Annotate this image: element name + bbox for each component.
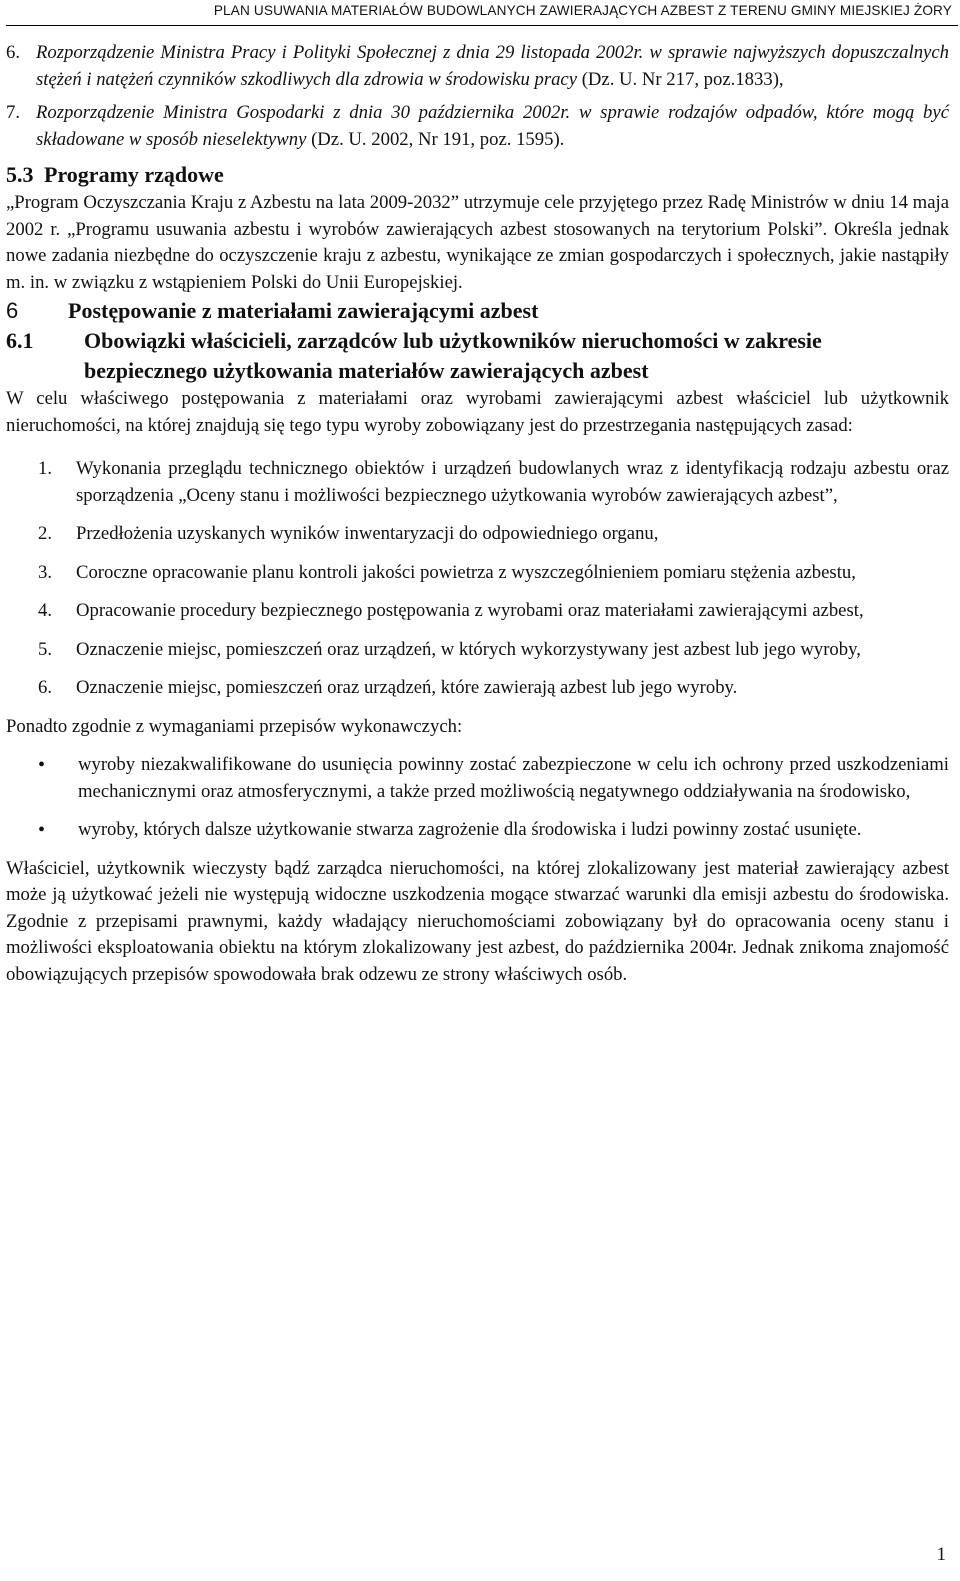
paragraph: W celu właściwego postępowania z materiałami oraz wyrobami zawierającymi azbest właściciel lub użytkownik nieruchomości, na której znajdują się tego typu wyroby zobowiązany jest do przestrzegania następujących zasad: <box>6 388 949 436</box>
section-heading-6-1 <box>6 326 949 386</box>
paragraph: Właściciel, użytkownik wieczysty bądź zarządca nieruchomości, na której zlokalizowany jest materiał zawierający azbest może ją użytkować jeżeli nie występują widoczne uszkodzenia mogące stwarzać warunki dla emisji azbestu do środowiska. Zgodnie z przepisami prawnymi, każdy władający nieruchomościami zobowiązany był do opracowania oceny stanu i możliwości eksploatowania obiektu na którym zlokalizowany jest azbest, do października 2004r. Jednak znikoma znajomość obowiązujących przepisów spowodowała brak odzewu ze strony właściwych osób. <box>6 857 949 985</box>
paragraph: „Program Oczyszczania Kraju z Azbestu na lata 2009-2032” utrzymuje cele przyjętego przez Radę Ministrów w dniu 14 maja 2002 r. „Programu usuwania azbestu i wyrobów zawierających azbest stosowanych na terytorium Polski”. Określa jednak nowe zadania niezbędne do oczyszczenie kraju z azbestu, wynikające ze zmian gospodarczych i społecznych, jakie nastąpiły m. in. w związku z wstąpieniem Polski do Unii Europejskiej. <box>6 192 949 293</box>
chapter-heading-6 <box>6 296 949 326</box>
list-item-number: 1. <box>38 458 53 479</box>
list-item-number: 5. <box>38 638 53 660</box>
list-item-number: 7. <box>6 102 21 123</box>
list-item-text: Opracowanie procedury bezpiecznego postępowania z wyrobami oraz materiałami zawierającymi azbest, <box>76 600 864 621</box>
list-item-number: 2. <box>38 523 53 544</box>
list-item-text: Przedłożenia uzyskanych wyników inwentaryzacji do odpowiedniego organu, <box>76 523 659 544</box>
bullet-text: wyroby, których dalsze użytkowanie stwarza zagrożenie dla środowiska i ludzi powinny zostać usunięte. <box>78 819 862 840</box>
list-item <box>38 598 949 625</box>
obligations-list <box>6 456 949 702</box>
list-item <box>38 456 949 509</box>
list-item-number: 4. <box>38 600 53 621</box>
bullet-item <box>38 752 949 805</box>
list-item <box>6 40 949 93</box>
regulation-citation: (Dz. U. 2002, Nr 191, poz. 1595). <box>306 128 565 150</box>
bullet-icon: • <box>38 754 46 776</box>
section-heading-5-3 <box>6 160 949 190</box>
list-item-number: 6. <box>38 677 53 698</box>
document-body <box>6 40 949 988</box>
list-item-text: Oznaczenie miejsc, pomieszczeń oraz urządzeń, w których wykorzystywany jest azbest lub jego wyroby, <box>76 638 861 660</box>
section-number: 5.3 <box>6 162 34 187</box>
regulation-title: Rozporządzenie Ministra Pracy i Polityki Społecznej z dnia 29 listopada 2002r. w sprawie najwyższych dopuszczalnych stężeń i natężeń czynników szkodliwych dla zdrowia w środowisku pracy <box>36 42 949 90</box>
paragraph: Ponadto zgodnie z wymaganiami przepisów wykonawczych: <box>6 715 463 737</box>
header-divider <box>6 25 958 26</box>
section-title: Obowiązki właścicieli, zarządców lub użytkowników nieruchomości w zakresie bezpiecznego użytkowania materiałów zawierających azbest <box>84 328 822 383</box>
bullet-item <box>38 817 949 844</box>
list-item-number: 3. <box>38 561 53 583</box>
section-number: 6.1 <box>6 328 34 353</box>
regulation-citation: (Dz. U. Nr 217, poz.1833), <box>577 68 784 90</box>
list-item-text: Wykonania przeglądu technicznego obiektów i urządzeń budowlanych wraz z identyfikacją rodzaju azbestu oraz sporządzenia „Oceny stanu i możliwości bezpiecznego użytkowania wyrobów zawierających azbest”, <box>76 458 949 506</box>
list-item <box>38 637 949 664</box>
list-item <box>6 100 949 153</box>
chapter-number: 6 <box>6 298 19 323</box>
bullet-list <box>6 752 949 844</box>
list-item <box>38 675 949 702</box>
bullet-text: wyroby niezakwalifikowane do usunięcia powinny zostać zabezpieczone w celu ich ochrony przed uszkodzeniami mechanicznymi oraz atmosferycznymi, a także przed możliwością negatywnego oddziaływania na środowisko, <box>78 754 949 802</box>
chapter-title: Postępowanie z materiałami zawierającymi azbest <box>68 298 539 323</box>
list-item-text: Oznaczenie miejsc, pomieszczeń oraz urządzeń, które zawierają azbest lub jego wyroby. <box>76 677 738 698</box>
list-item-number: 6. <box>6 42 21 63</box>
page-number: 1 <box>936 1544 946 1565</box>
regulation-title: Rozporządzenie Ministra Gospodarki z dnia 30 października 2002r. w sprawie rodzajów odpadów, które mogą być składowane w sposób nieselektywny <box>36 102 949 150</box>
bullet-icon: • <box>38 819 46 841</box>
reference-list <box>6 40 949 153</box>
list-item-text: Coroczne opracowanie planu kontroli jakości powietrza z wyszczególnieniem pomiaru stężenia azbestu, <box>76 561 856 583</box>
list-item <box>38 521 949 548</box>
page-header: PLAN USUWANIA MATERIAŁÓW BUDOWLANYCH ZAWIERAJĄCYCH AZBEST Z TERENU GMINY MIEJSKIEJ ŻORY <box>213 3 952 18</box>
section-title: Programy rządowe <box>44 162 224 187</box>
list-item <box>38 560 949 587</box>
